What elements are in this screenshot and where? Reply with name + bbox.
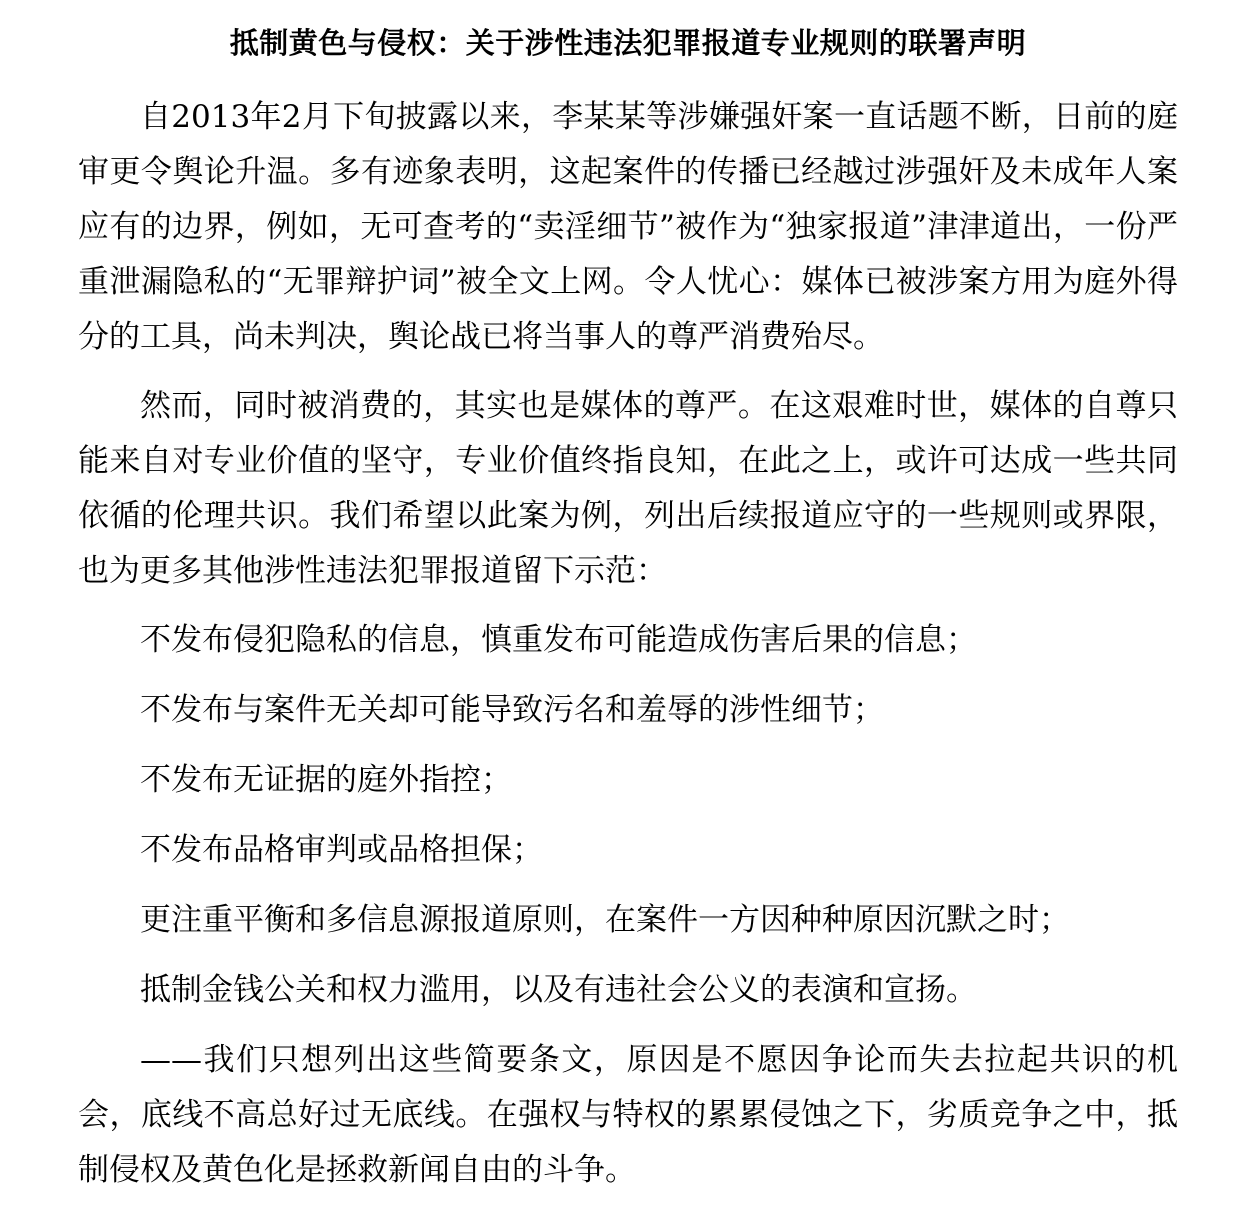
rule-item: 更注重平衡和多信息源报道原则，在案件一方因种种原因沉默之时； — [140, 902, 1070, 938]
closing-paragraph: ——我们只想列出这些简要条文，原因是不愿因争论而失去拉起共识的机会，底线不高总好过无底线。在强权与特权的累累侵蚀之下，劣质竞争之中，抵制侵权及黄色化是拯救新闻自由的斗争。 — [78, 1042, 1178, 1188]
intro-paragraph: 自2013年2月下旬披露以来，李某某等涉嫌强奸案一直话题不断，日前的庭审更令舆论升温。多有迹象表明，这起案件的传播已经越过涉强奸及未成年人案应有的边界，例如，无可查考的“卖淫细节”被作为“独家报道”津津道出，一份严重泄漏隐私的“无罪辩护词”被全文上网。令人忧心：媒体已被涉案方用为庭外得分的工具，尚未判决，舆论战已将当事人的尊严消费殆尽。 — [78, 99, 1178, 355]
document-title: 抵制黄色与侵权：关于涉性违法犯罪报道专业规则的联署声明 — [229, 26, 1027, 60]
rule-item: 不发布侵犯隐私的信息，慎重发布可能造成伤害后果的信息； — [140, 622, 977, 658]
rule-item: 抵制金钱公关和权力滥用，以及有违社会公义的表演和宣扬。 — [140, 972, 977, 1008]
context-paragraph: 然而，同时被消费的，其实也是媒体的尊严。在这艰难时世，媒体的自尊只能来自对专业价值的坚守，专业价值终指良知，在此之上，或许可达成一些共同依循的伦理共识。我们希望以此案为例，列出后续报道应守的一些规则或界限，也为更多其他涉性违法犯罪报道留下示范： — [78, 388, 1178, 589]
rule-item: 不发布与案件无关却可能导致污名和羞辱的涉性细节； — [140, 692, 884, 728]
document-page — [78, 22, 1178, 1198]
rule-item: 不发布品格审判或品格担保； — [140, 832, 543, 868]
rule-item: 不发布无证据的庭外指控； — [140, 762, 512, 798]
